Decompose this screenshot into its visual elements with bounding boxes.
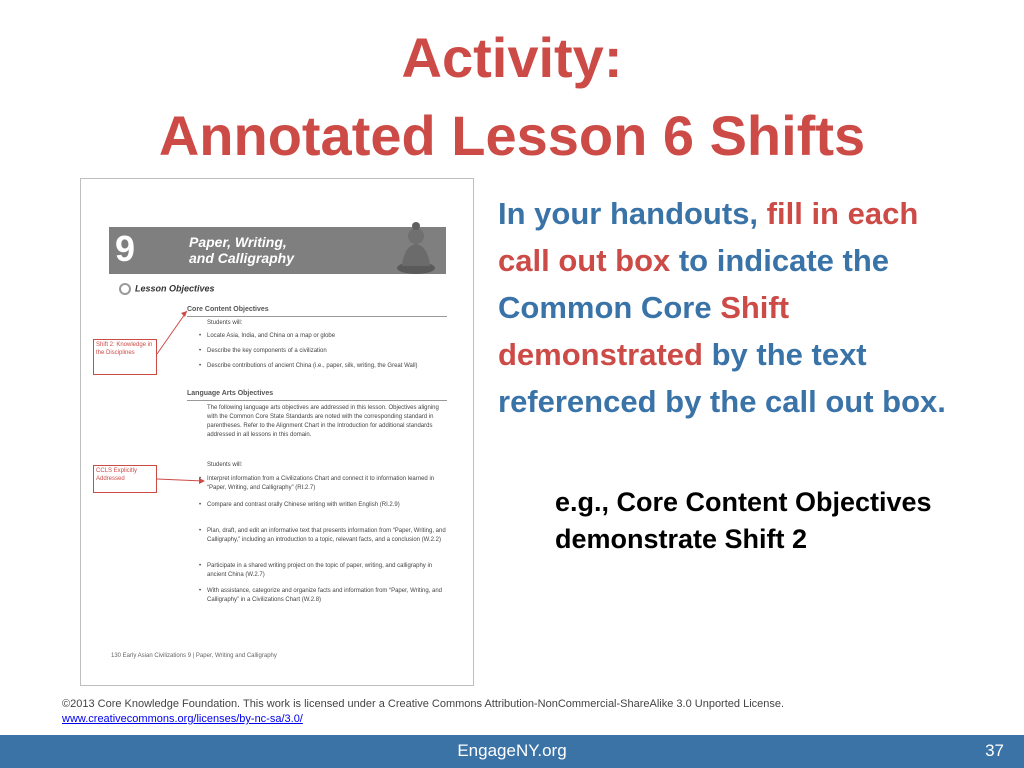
page-number: 37 xyxy=(985,741,1004,760)
example-text: e.g., Core Content Objectives demonstrate Shift 2 xyxy=(555,487,932,554)
la-objective-item: • Participate in a shared writing project on the topic of paper, writing, and calligraphy in ancient China (W.2.7) xyxy=(207,562,447,580)
lesson-objectives-label: Lesson Objectives xyxy=(135,283,215,294)
chapter-title-line1: Paper, Writing, xyxy=(189,234,287,250)
instruction-text xyxy=(498,190,978,425)
license-link[interactable]: www.creativecommons.org/licenses/by-nc-sa/3.0/ xyxy=(62,713,303,725)
instruction-part: by the text referenced by the call out box. xyxy=(498,337,946,419)
la-objective-item: • With assistance, categorize and organize facts and information from “Paper, Writing, and Calligraphy” in a Civilizations Chart (W.2.8) xyxy=(207,587,447,605)
license-text: ©2013 Core Knowledge Foundation. This work is licensed under a Creative Commons Attribution-NonCommercial-ShareAlike 3.0 Unported License. xyxy=(62,698,785,710)
students-will-label: Students will: xyxy=(207,320,243,326)
la-objective-item: • Compare and contrast orally Chinese writing with written English (RI.2.9) xyxy=(207,501,447,510)
core-content-header: Core Content Objectives xyxy=(187,306,269,313)
core-objective-item: • Describe contributions of ancient China (i.e., paper, silk, writing, the Great Wall) xyxy=(207,362,447,371)
callout-box-shift2: Shift 2: Knowledge in the Disciplines xyxy=(93,339,157,375)
students-will-label: Students will: xyxy=(207,462,243,468)
slide-title-line2: Annotated Lesson 6 Shifts xyxy=(158,104,866,167)
core-objective-item: • Locate Asia, India, and China on a map or globe xyxy=(207,332,447,341)
instruction-part: In your handouts, xyxy=(498,196,767,231)
callout-box-ccls: CCLS Explicitly Addressed xyxy=(93,465,157,493)
la-objective-item: • Plan, draft, and edit an informative text that presents information from “Paper, Writing, and Calligraphy,” including an introduction to a topic, relevant facts, and a conclusion (W.2.2) xyxy=(207,527,447,545)
language-arts-header: Language Arts Objectives xyxy=(187,390,274,397)
handout-page-footer: 130 Early Asian Civilizations 9 | Paper, Writing and Calligraphy xyxy=(111,653,277,659)
slide-title-line1: Activity: xyxy=(401,26,623,89)
instruction-highlight: Shift demonstrated xyxy=(498,290,790,372)
handout-thumbnail xyxy=(80,178,474,686)
footer-site: EngageNY.org xyxy=(457,741,567,760)
chapter-title-line2: and Calligraphy xyxy=(189,250,295,266)
language-arts-intro: The following language arts objectives are addressed in this lesson. Objectives aligning with the Common Core State Standards are noted with the corresponding standard in parentheses. Refer to the Alignment Chart in the Introduction for additional standards addressed in all lessons in this domain. xyxy=(207,405,439,438)
core-objective-item: • Describe the key components of a civilization xyxy=(207,347,447,356)
instruction-highlight: fill in each call out box xyxy=(498,196,919,278)
la-objective-item: • Interpret information from a Civilizations Chart and connect it to information learned in “Paper, Writing, and Calligraphy” (RI.2.7) xyxy=(207,475,447,493)
footer-bar xyxy=(0,735,1024,768)
instruction-part: to indicate the Common Core xyxy=(498,243,889,325)
chapter-number: 9 xyxy=(115,228,136,269)
callout-arrows xyxy=(81,179,474,686)
